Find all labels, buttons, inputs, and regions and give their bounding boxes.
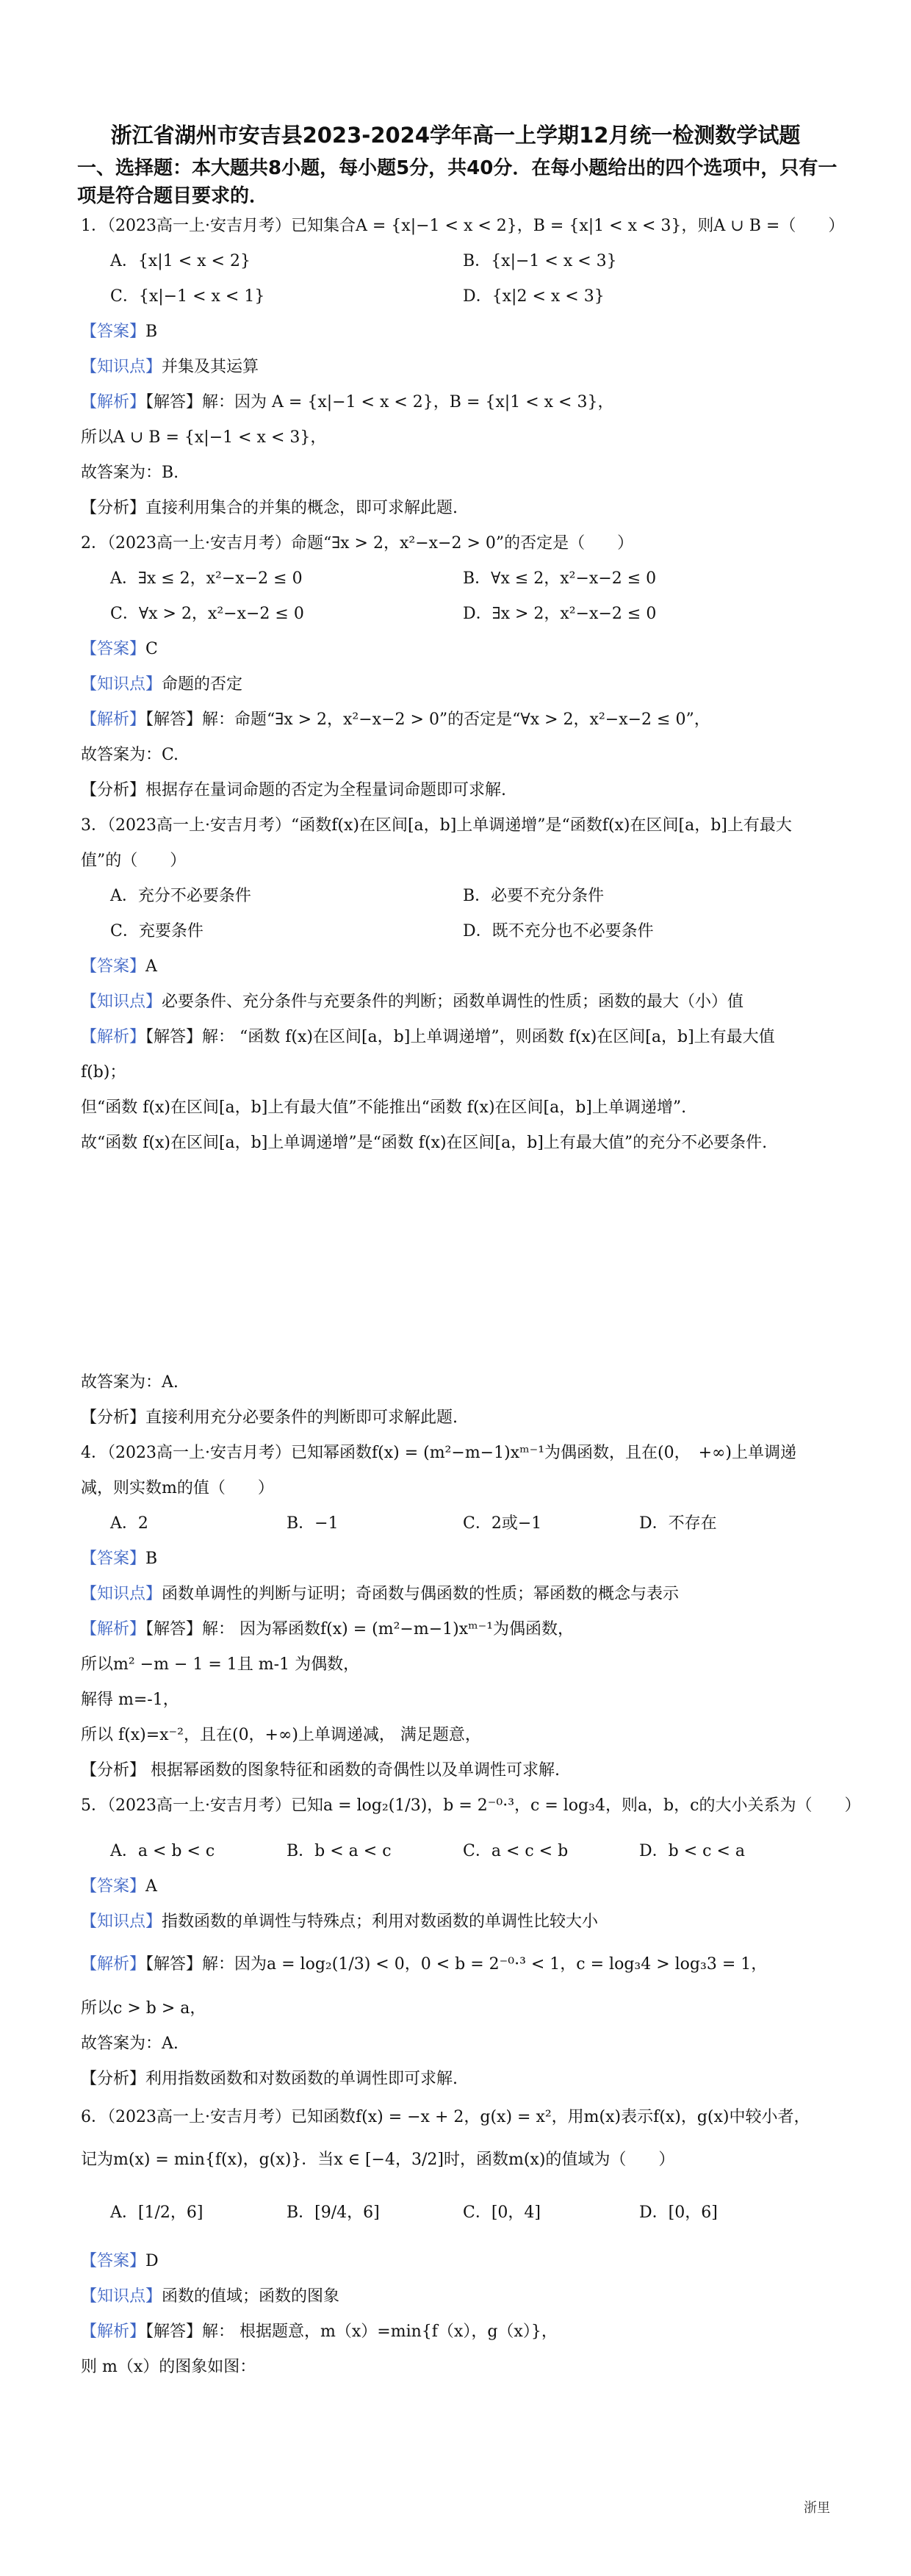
q5-stem: 5．（2023高一上·安吉月考）已知a = log₂(1/3)，b = 2⁻⁰·³，c = log₃4，则a，b，c的大小关系为（ ） [81, 1796, 861, 1815]
answer-tag: 【答案】 [81, 640, 146, 658]
q3-analysis-1: 【解答】解： “函数 f(x)在区间[a，b]上单调递增”，则函数 f(x)在区间[a，b]上有最大值 [145, 1028, 775, 1046]
q1-answer: B [145, 323, 158, 341]
knowledge-tag: 【知识点】 [81, 1585, 162, 1603]
document-title: 浙江省湖州市安吉县2023-2024学年高一上学期12月统一检测数学试题 [110, 123, 801, 148]
q2-analysis-1: 【解答】解：命题“∃x > 2，x²−x−2 > 0”的否定是“∀x > 2，x²−x−2 ≤ 0”， [145, 710, 710, 729]
q3-option-a: A．充分不必要条件 [110, 887, 251, 905]
fenxi-tag: 【分析】 [81, 499, 146, 517]
answer-tag: 【答案】 [81, 957, 146, 976]
q4-stem-1: 4．（2023高一上·安吉月考）已知幂函数f(x) = (m²−m−1)xᵐ⁻¹为偶函数，且在(0， +∞)上单调递 [81, 1444, 796, 1462]
q6-option-d: D．[0，6] [639, 2203, 718, 2222]
q3-analysis-2: f(b)； [81, 1063, 126, 1082]
q2-answer-line [81, 636, 158, 659]
q3-analysis-line [81, 1024, 775, 1047]
q4-option-c: C．2或−1 [463, 1514, 542, 1533]
q1-option-d: D．{x|2 < x < 3} [463, 287, 605, 306]
q4-option-a: A．2 [110, 1514, 148, 1533]
q5-analysis-2: 所以c > b > a， [81, 1999, 206, 2018]
fenxi-tag: 【分析】 [81, 1761, 146, 1780]
analysis-tag: 【解析】 [81, 1028, 146, 1046]
q2-stem: 2．（2023高一上·安吉月考）命题“∃x > 2，x²−x−2 > 0”的否定是（ ） [81, 534, 634, 553]
q5-answer-line [81, 1874, 157, 1896]
q1-analysis-3: 故答案为：B. [81, 464, 179, 482]
q4-analysis-line [81, 1616, 574, 1639]
q1-fenxi-line [81, 495, 458, 518]
answer-tag: 【答案】 [81, 1550, 146, 1568]
knowledge-tag: 【知识点】 [81, 1913, 162, 1931]
q3-option-c: C．充要条件 [110, 922, 204, 940]
page-footer: 浙里 [804, 2500, 830, 2516]
q3-stem-2: 值”的（ ） [81, 852, 187, 870]
q2-fenxi: 根据存在量词命题的否定为全程量词命题即可求解. [145, 781, 507, 799]
q3-knowledge: 必要条件、充分条件与充要条件的判断；函数单调性的性质；函数的最大（小）值 [162, 993, 744, 1011]
q5-option-a: A．a < b < c [110, 1842, 215, 1860]
q2-knowledge: 命题的否定 [162, 675, 243, 694]
q1-analysis-1: 【解答】解：因为 A = {x|−1 < x < 2}，B = {x|1 < x < 3}， [145, 393, 614, 411]
q1-option-c: C．{x|−1 < x < 1} [110, 287, 265, 306]
q5-fenxi: 利用指数函数和对数函数的单调性即可求解. [145, 2070, 458, 2088]
q6-option-a: A．[1/2，6] [110, 2203, 204, 2222]
answer-tag: 【答案】 [81, 323, 146, 341]
q1-analysis-2: 所以A ∪ B = {x|−1 < x < 3}， [81, 428, 327, 447]
q1-analysis-line [81, 389, 613, 412]
q4-stem-2: 减，则实数m的值（ ） [81, 1479, 274, 1497]
q2-analysis-2: 故答案为：C. [81, 746, 179, 764]
q6-analysis-line [81, 2319, 558, 2342]
q6-stem-1: 6．（2023高一上·安吉月考）已知函数f(x) = −x + 2，g(x) = x²，用m(x)表示f(x)，g(x)中较小者， [81, 2108, 810, 2126]
q5-analysis-line [81, 1951, 767, 1974]
q3-knowledge-line [81, 989, 743, 1012]
q4-analysis-3: 解得 m=-1， [81, 1691, 179, 1709]
q4-option-d: D．不存在 [639, 1514, 717, 1533]
q5-analysis-3: 故答案为：A. [81, 2034, 179, 2053]
q3-stem-1: 3．（2023高一上·安吉月考）“函数f(x)在区间[a，b]上单调递增”是“函数f(x)在区间[a，b]上有最大 [81, 816, 792, 835]
q4-analysis-1: 【解答】解： 因为幂函数f(x) = (m²−m−1)xᵐ⁻¹为偶函数， [145, 1620, 575, 1638]
q3-fenxi: 直接利用充分必要条件的判断即可求解此题. [145, 1408, 458, 1427]
q1-option-a: A．{x|1 < x < 2} [110, 252, 251, 270]
q3-analysis-5: 故答案为：A. [81, 1373, 179, 1392]
q4-answer-line [81, 1546, 157, 1569]
fenxi-tag: 【分析】 [81, 781, 146, 799]
q6-analysis-1: 【解答】解： 根据题意，m（x）=min{f（x），g（x）}， [145, 2323, 558, 2341]
q6-knowledge-line [81, 2284, 339, 2306]
q3-answer: A [145, 957, 157, 976]
knowledge-tag: 【知识点】 [81, 993, 162, 1011]
q5-knowledge: 指数函数的单调性与特殊点；利用对数函数的单调性比较大小 [162, 1913, 599, 1931]
answer-tag: 【答案】 [81, 2252, 146, 2270]
q4-knowledge-line [81, 1581, 679, 1604]
q5-option-c: C．a < c < b [463, 1842, 569, 1860]
analysis-tag: 【解析】 [81, 1955, 146, 1974]
knowledge-tag: 【知识点】 [81, 2287, 162, 2306]
q2-option-d: D．∃x > 2，x²−x−2 ≤ 0 [463, 605, 657, 623]
fenxi-tag: 【分析】 [81, 1408, 146, 1427]
q2-answer: C [145, 640, 158, 658]
q6-stem-2: 记为m(x) = min{f(x)，g(x)}．当x ∈ [−4，3/2]时，函数m(x)的值域为（ ） [81, 2151, 675, 2169]
q3-option-b: B．必要不充分条件 [463, 887, 605, 905]
q4-fenxi: 根据幂函数的图象特征和函数的奇偶性以及单调性可求解. [145, 1761, 561, 1780]
q5-knowledge-line [81, 1909, 598, 1932]
knowledge-tag: 【知识点】 [81, 675, 162, 694]
q3-analysis-3: 但“函数 f(x)在区间[a，b]上有最大值”不能推出“函数 f(x)在区间[a，b]上单调递增”. [81, 1098, 687, 1117]
q4-knowledge: 函数单调性的判断与证明；奇函数与偶函数的性质；幂函数的概念与表示 [162, 1585, 680, 1603]
q1-knowledge: 并集及其运算 [162, 358, 259, 376]
q3-fenxi-line [81, 1405, 458, 1428]
analysis-tag: 【解析】 [81, 393, 146, 411]
q4-answer: B [145, 1550, 158, 1568]
q3-answer-line [81, 954, 157, 976]
answer-tag: 【答案】 [81, 1877, 146, 1896]
q5-option-d: D．b < c < a [639, 1842, 745, 1860]
section-heading: 一、选择题：本大题共8小题，每小题5分，共40分．在每小题给出的四个选项中，只有一项是符合题目要求的． [77, 157, 838, 207]
q4-option-b: B．−1 [287, 1514, 339, 1533]
q2-knowledge-line [81, 672, 242, 694]
q5-analysis-1: 【解答】解：因为a = log₂(1/3) < 0，0 < b = 2⁻⁰·³ < 1，c = log₃4 > log₃3 = 1， [145, 1955, 768, 1974]
q6-analysis-2: 则 m（x）的图象如图： [81, 2358, 256, 2376]
q1-stem: 1．（2023高一上·安吉月考）已知集合A = {x|−1 < x < 2}，B = {x|1 < x < 3}，则A ∪ B =（ ） [81, 217, 845, 235]
q5-answer: A [145, 1877, 157, 1896]
q4-analysis-4: 所以 f(x)=x⁻²，且在(0，+∞)上单调递减， 满足题意， [81, 1726, 481, 1744]
q6-answer-line [81, 2248, 159, 2271]
analysis-tag: 【解析】 [81, 2323, 146, 2341]
q1-fenxi: 直接利用集合的并集的概念，即可求解此题. [145, 499, 458, 517]
q6-knowledge: 函数的值域；函数的图象 [162, 2287, 340, 2306]
q4-analysis-2: 所以m² −m − 1 = 1且 m-1 为偶数， [81, 1655, 360, 1674]
q1-knowledge-line [81, 354, 259, 377]
q3-option-d: D．既不充分也不必要条件 [463, 922, 654, 940]
q5-option-b: B．b < a < c [287, 1842, 392, 1860]
q2-fenxi-line [81, 777, 506, 800]
knowledge-tag: 【知识点】 [81, 358, 162, 376]
q4-fenxi-line [81, 1757, 560, 1780]
q6-option-b: B．[9/4，6] [287, 2203, 380, 2222]
analysis-tag: 【解析】 [81, 1620, 146, 1638]
analysis-tag: 【解析】 [81, 710, 146, 729]
q2-option-b: B．∀x ≤ 2，x²−x−2 ≤ 0 [463, 569, 657, 588]
q6-answer: D [145, 2252, 159, 2270]
q6-option-c: C．[0，4] [463, 2203, 541, 2222]
q2-option-c: C．∀x > 2，x²−x−2 ≤ 0 [110, 605, 304, 623]
q5-fenxi-line [81, 2066, 458, 2089]
q2-analysis-line [81, 707, 710, 730]
q3-analysis-4: 故“函数 f(x)在区间[a，b]上单调递增”是“函数 f(x)在区间[a，b]上有最大值”的充分不必要条件. [81, 1134, 768, 1152]
q1-option-b: B．{x|−1 < x < 3} [463, 252, 617, 270]
fenxi-tag: 【分析】 [81, 2070, 146, 2088]
q2-option-a: A．∃x ≤ 2，x²−x−2 ≤ 0 [110, 569, 303, 588]
q1-answer-line [81, 319, 157, 342]
